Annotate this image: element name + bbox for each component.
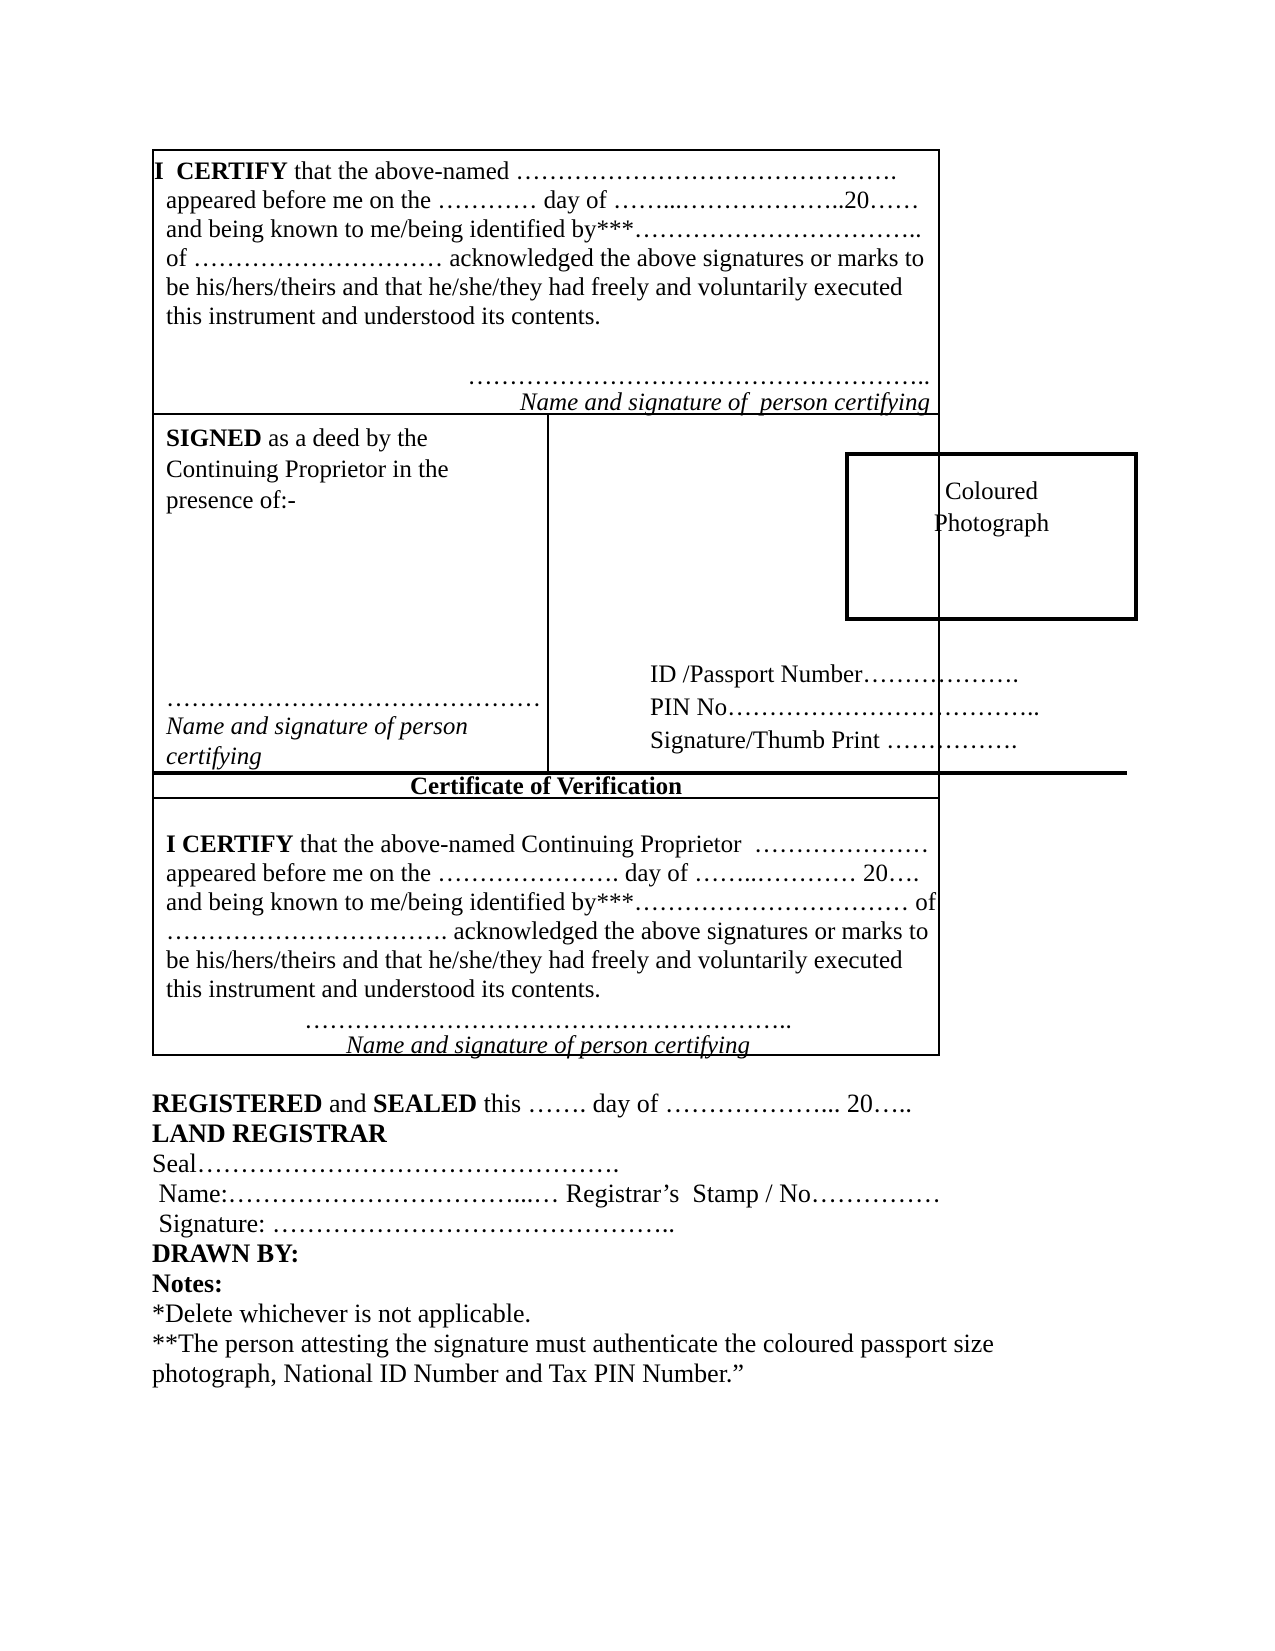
certify-bold: I CERTIFY	[154, 158, 288, 185]
signed-signature-caption	[166, 712, 468, 772]
photo-placeholder-box	[845, 452, 1138, 621]
certify-signature-caption: Name and signature of person certifying	[519, 389, 930, 416]
land-registrar-label: LAND REGISTRAR	[152, 1119, 387, 1148]
certify-signature-dots: ………………………………………………..	[467, 363, 930, 390]
signed-signature-dots: ………………………………………	[166, 685, 541, 712]
signed-caption-line-2: certifying	[166, 743, 262, 770]
photo-label-line-2: Photograph	[933, 510, 1050, 537]
registered-rest: this ……. day of ………………... 20…..	[477, 1089, 912, 1118]
signed-line-3: presence of:-	[166, 487, 296, 514]
id-passport-field: ID /Passport Number……………….	[650, 661, 1019, 688]
note-attesting-1: **The person attesting the signature must authenticate the coloured passport size	[152, 1329, 994, 1358]
certify-line-5: be his/hers/theirs and that he/she/they had freely and voluntarily executed	[166, 274, 903, 301]
seal-field: Seal………………………………………….	[152, 1149, 620, 1178]
sealed-bold: SEALED	[373, 1089, 478, 1118]
verification-box	[152, 799, 940, 1059]
certify-line-3: and being known to me/being identified by***……………………………..	[166, 216, 922, 243]
registrar-name-field: Name:……………………………...… Registrar’s Stamp / No……………	[152, 1179, 941, 1208]
signed-line-1	[166, 423, 539, 454]
verification-signature-caption: Name and signature of person certifying	[346, 1032, 750, 1059]
certification-box	[152, 149, 940, 415]
certify-line-1	[154, 157, 930, 186]
note-attesting-2: photograph, National ID Number and Tax PIN Number.”	[152, 1359, 744, 1388]
signature-thumbprint-field: Signature/Thumb Print …………….	[650, 727, 1018, 754]
pin-field: PIN No………………………………..	[650, 694, 1040, 721]
certify-line-4: of ………………………… acknowledged the above signatures or marks to	[166, 245, 925, 272]
certify-line-1-rest: that the above-named ……………………………………….	[287, 158, 897, 185]
verification-line-1	[166, 830, 930, 859]
verification-line-3: and being known to me/being identified by***…………………………… of	[166, 889, 937, 916]
verification-line-4: ……………………………. acknowledged the above signatures or marks to	[166, 918, 929, 945]
note-delete: *Delete whichever is not applicable.	[152, 1299, 532, 1328]
verification-line-1-rest: that the above-named Continuing Proprietor …………………	[293, 831, 929, 858]
verification-signature-dots: …………………………………………………..	[304, 1007, 792, 1034]
registrar-signature-field: Signature: ………………………………………..	[152, 1209, 675, 1238]
verification-bold: I CERTIFY	[166, 831, 294, 858]
signed-cell	[154, 415, 549, 772]
identification-fields	[650, 658, 1040, 757]
drawn-by-label: DRAWN BY:	[152, 1239, 300, 1268]
verification-heading: Certificate of Verification	[409, 773, 683, 800]
registered-sealed-line	[152, 1089, 994, 1119]
notes-label: Notes:	[152, 1269, 223, 1298]
verification-line-2: appeared before me on the …………………. day of ……..………… 20….	[166, 860, 920, 887]
photo-label-line-1: Coloured	[944, 478, 1039, 505]
signed-caption-line-1: Name and signature of person	[166, 713, 468, 740]
registration-block	[152, 1089, 994, 1389]
signed-bold: SIGNED	[166, 425, 262, 452]
verification-heading-row	[152, 775, 940, 799]
verification-line-5: be his/hers/theirs and that he/she/they had freely and voluntarily executed	[166, 947, 903, 974]
signed-line-1-rest: as a deed by the	[261, 425, 428, 452]
verification-line-6: this instrument and understood its contents.	[166, 976, 601, 1003]
certify-line-2: appeared before me on the ………… day of ……...………………..20……	[166, 187, 920, 214]
signed-line-2: Continuing Proprietor in the	[166, 456, 449, 483]
registered-mid: and	[322, 1089, 374, 1118]
certify-line-6: this instrument and understood its contents.	[166, 303, 601, 330]
registered-bold: REGISTERED	[152, 1089, 323, 1118]
